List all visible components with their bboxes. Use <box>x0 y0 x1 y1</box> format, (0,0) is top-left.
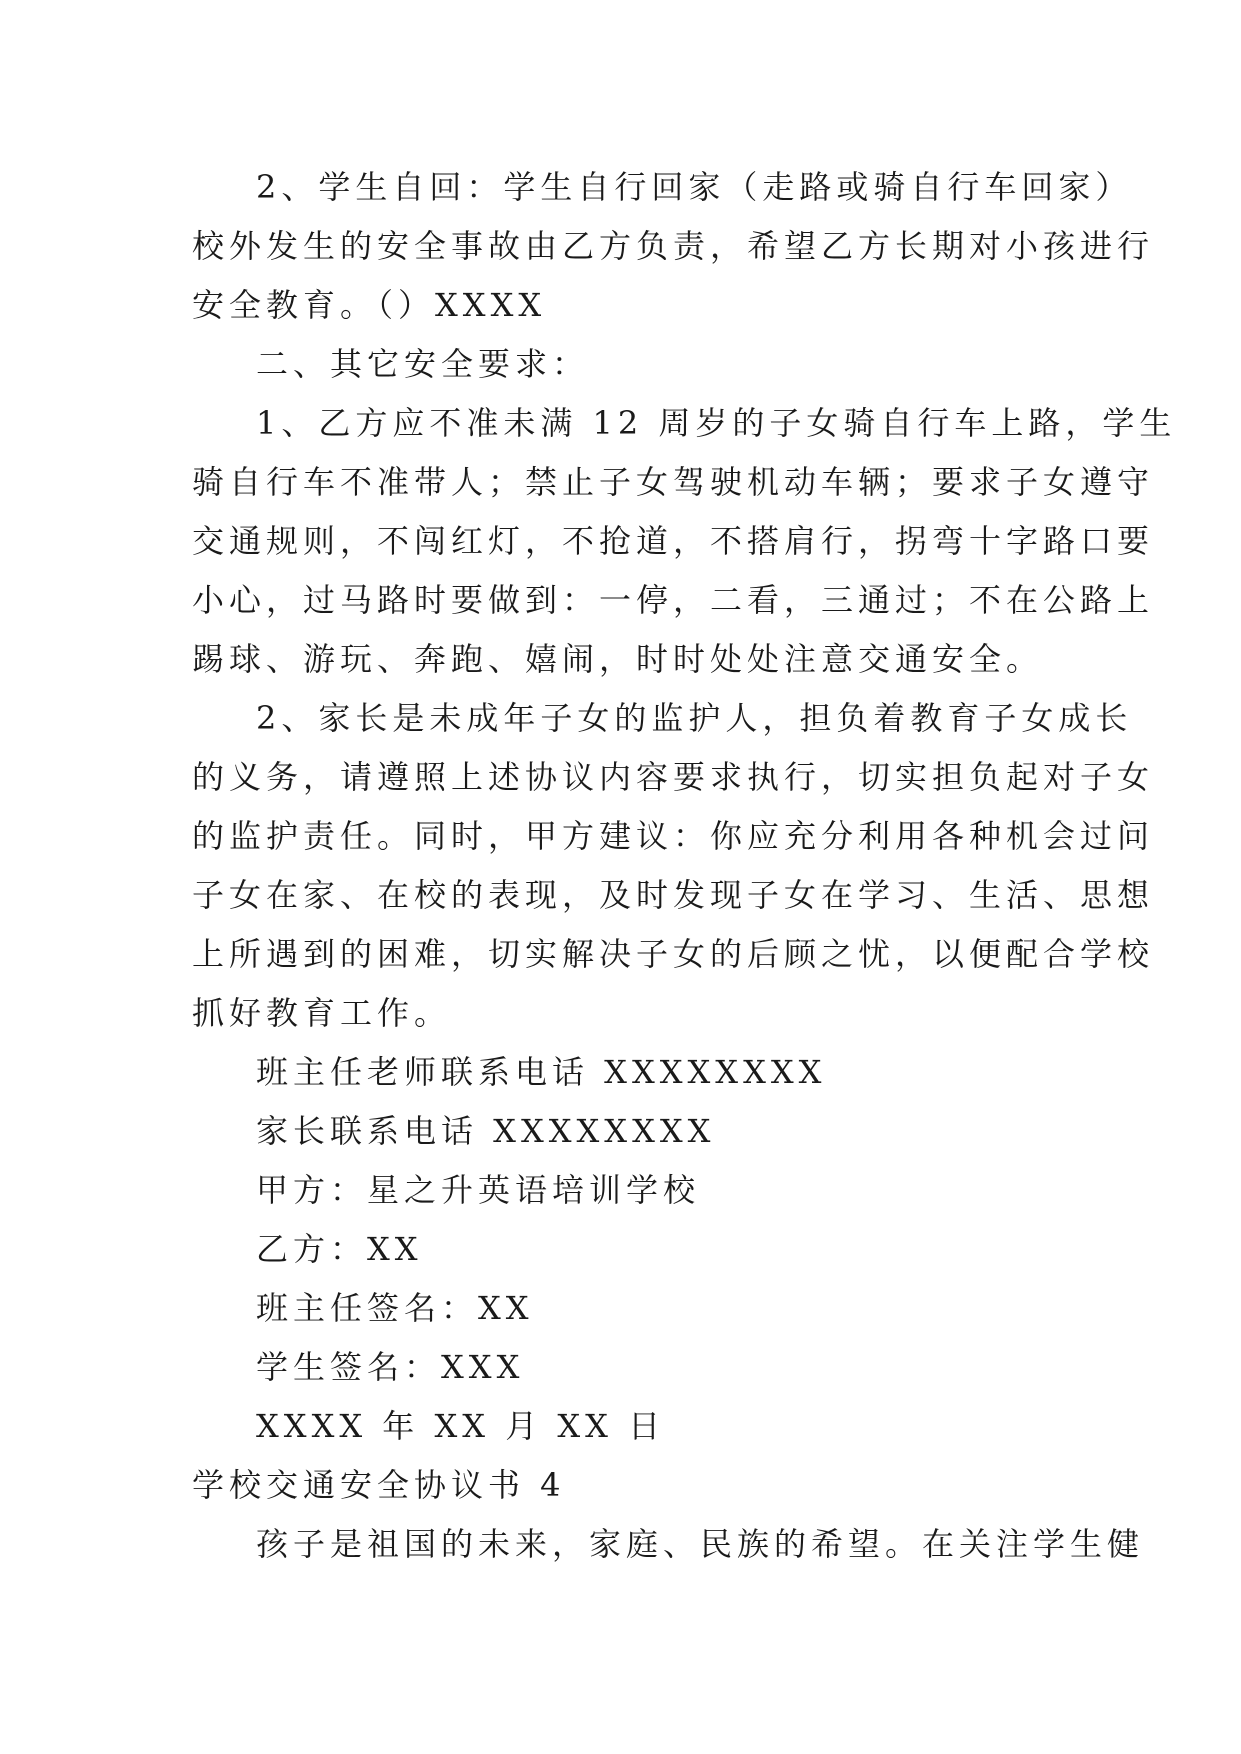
paragraph-line: 踢球、游玩、奔跑、嬉闹，时时处处注意交通安全。 <box>192 640 1044 678</box>
document-body <box>192 158 1177 1574</box>
section-title: 学校交通安全协议书 4 <box>192 1466 566 1504</box>
paragraph-line: 的监护责任。同时，甲方建议：你应充分利用各种机会过问 <box>192 817 1155 855</box>
paragraph-line: 骑自行车不准带人；禁止子女驾驶机动车辆；要求子女遵守 <box>192 463 1155 501</box>
paragraph-bicycle-rules <box>192 394 1177 689</box>
paragraph-guardian-duty <box>192 689 1155 1043</box>
parent-phone: 家长联系电话 XXXXXXXX <box>256 1112 716 1150</box>
signing-date: XXXX 年 XX 月 XX 日 <box>256 1407 666 1445</box>
paragraph-line: 孩子是祖国的未来，家庭、民族的希望。在关注学生健 <box>256 1525 1145 1563</box>
paragraph-student-self-return <box>192 158 1155 335</box>
paragraph-line: 交通规则，不闯红灯，不抢道，不搭肩行，拐弯十字路口要 <box>192 522 1155 560</box>
next-section <box>192 1456 1145 1574</box>
student-signature: 学生签名：XXX <box>256 1348 525 1386</box>
paragraph-line: 的义务，请遵照上述协议内容要求执行，切实担负起对子女 <box>192 758 1155 796</box>
teacher-phone: 班主任老师联系电话 XXXXXXXX <box>256 1053 827 1091</box>
paragraph-line: 小心，过马路时要做到：一停，二看，三通过；不在公路上 <box>192 581 1155 619</box>
paragraph-line: 2、家长是未成年子女的监护人，担负着教育子女成长 <box>256 699 1133 737</box>
paragraph-line: 抓好教育工作。 <box>192 994 452 1032</box>
paragraph-line: 上所遇到的困难，切实解决子女的后顾之忧，以便配合学校 <box>192 935 1155 973</box>
paragraph-line: 子女在家、在校的表现，及时发现子女在学习、生活、思想 <box>192 876 1155 914</box>
paragraph-line: 校外发生的安全事故由乙方负责，希望乙方长期对小孩进行 <box>192 227 1155 265</box>
contact-block <box>192 1043 1062 1161</box>
signature-block <box>192 1161 1062 1456</box>
party-b: 乙方：XX <box>256 1230 423 1268</box>
paragraph-line: 2、学生自回：学生自行回家（走路或骑自行车回家） <box>256 168 1133 206</box>
paragraph-line: 安全教育。（）XXXX <box>192 286 547 324</box>
teacher-signature: 班主任签名：XX <box>256 1289 534 1327</box>
paragraph-line: 1、乙方应不准未满 12 周岁的子女骑自行车上路，学生 <box>256 404 1177 442</box>
party-a: 甲方：星之升英语培训学校 <box>256 1171 701 1209</box>
section-heading-other-requirements <box>192 335 1062 394</box>
section-heading: 二、其它安全要求： <box>256 345 590 383</box>
